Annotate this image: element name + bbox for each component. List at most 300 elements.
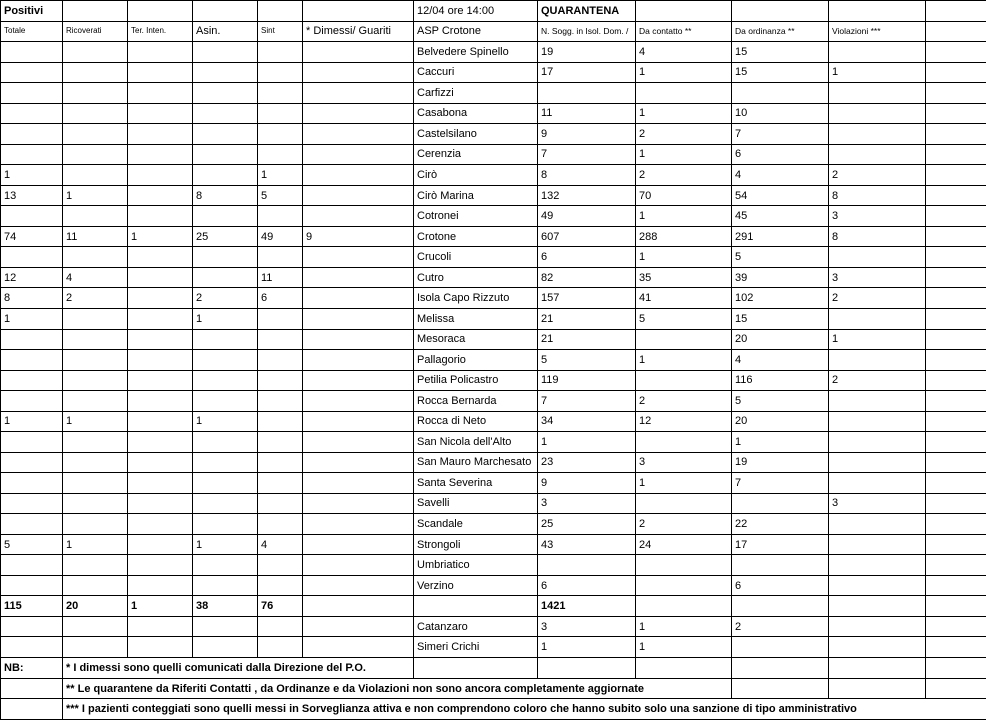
cell-positivi-5 [303, 493, 414, 514]
cell-positivi-3 [193, 144, 258, 165]
cell-quarantena-2: 6 [732, 575, 829, 596]
cell-positivi-1 [63, 144, 128, 165]
cell-positivi-4 [258, 411, 303, 432]
cell-positivi-2 [128, 144, 193, 165]
cell-quarantena-1: 288 [636, 226, 732, 247]
cell-positivi-3 [193, 493, 258, 514]
table-row [1, 473, 986, 494]
cell-positivi-4: 5 [258, 185, 303, 206]
empty-cell [926, 350, 986, 371]
cell-quarantena-1: 1 [636, 473, 732, 494]
table-row [1, 83, 986, 104]
empty-cell [1, 699, 63, 720]
cell-positivi-5 [303, 534, 414, 555]
cell-municipality: Cutro [414, 267, 538, 288]
cell-quarantena-3 [829, 452, 926, 473]
cell-positivi-3 [193, 42, 258, 63]
cell-positivi-3 [193, 555, 258, 576]
cell-positivi-3 [193, 350, 258, 371]
cell-positivi-5: 9 [303, 226, 414, 247]
empty-cell [193, 1, 258, 22]
cell-positivi-0: 8 [1, 288, 63, 309]
cell-quarantena-1 [636, 596, 732, 617]
empty-cell [926, 21, 986, 42]
cell-positivi-5 [303, 514, 414, 535]
cell-quarantena-3: 8 [829, 226, 926, 247]
empty-cell [926, 247, 986, 268]
cell-quarantena-0: 119 [538, 370, 636, 391]
empty-cell [732, 678, 829, 699]
cell-positivi-1: 1 [63, 185, 128, 206]
empty-cell [258, 1, 303, 22]
cell-municipality: Pallagorio [414, 350, 538, 371]
cell-quarantena-0: 3 [538, 616, 636, 637]
cell-municipality: Isola Capo Rizzuto [414, 288, 538, 309]
cell-positivi-5 [303, 473, 414, 494]
cell-quarantena-0: 8 [538, 165, 636, 186]
empty-cell [926, 206, 986, 227]
cell-positivi-1 [63, 206, 128, 227]
cell-quarantena-1: 24 [636, 534, 732, 555]
empty-cell [926, 493, 986, 514]
cell-positivi-4 [258, 370, 303, 391]
cell-positivi-3 [193, 452, 258, 473]
cell-positivi-1: 4 [63, 267, 128, 288]
cell-positivi-4: 4 [258, 534, 303, 555]
cell-municipality: Catanzaro [414, 616, 538, 637]
cell-quarantena-1: 4 [636, 42, 732, 63]
quarantena-title: QUARANTENA [538, 1, 636, 22]
cell-positivi-5 [303, 83, 414, 104]
empty-cell [926, 1, 986, 22]
cell-positivi-2 [128, 391, 193, 412]
table-row [1, 165, 986, 186]
cell-quarantena-0: 3 [538, 493, 636, 514]
empty-cell [926, 432, 986, 453]
cell-municipality: Cotronei [414, 206, 538, 227]
cell-positivi-1 [63, 452, 128, 473]
cell-quarantena-1: 1 [636, 350, 732, 371]
empty-cell [926, 83, 986, 104]
cell-quarantena-3 [829, 247, 926, 268]
cell-positivi-4 [258, 206, 303, 227]
empty-cell [926, 534, 986, 555]
cell-quarantena-0: 1 [538, 432, 636, 453]
cell-quarantena-2: 20 [732, 411, 829, 432]
cell-positivi-1 [63, 83, 128, 104]
cell-positivi-2 [128, 206, 193, 227]
cell-positivi-5 [303, 103, 414, 124]
table-row [1, 329, 986, 350]
table-row [1, 432, 986, 453]
cell-quarantena-0: 23 [538, 452, 636, 473]
cell-quarantena-3 [829, 391, 926, 412]
cell-quarantena-3: 2 [829, 288, 926, 309]
cell-positivi-0 [1, 514, 63, 535]
cell-positivi-4 [258, 42, 303, 63]
cell-positivi-5 [303, 350, 414, 371]
cell-positivi-0: 5 [1, 534, 63, 555]
col-header-sint: Sint [258, 21, 303, 42]
cell-positivi-3 [193, 637, 258, 658]
col-header-da-contatto: Da contatto ** [636, 21, 732, 42]
cell-quarantena-2: 20 [732, 329, 829, 350]
cell-positivi-3: 8 [193, 185, 258, 206]
cell-positivi-3 [193, 575, 258, 596]
table-row [1, 267, 986, 288]
table-header [1, 1, 986, 42]
cell-quarantena-1 [636, 329, 732, 350]
cell-municipality: Strongoli [414, 534, 538, 555]
cell-quarantena-2: 4 [732, 165, 829, 186]
empty-cell [926, 575, 986, 596]
cell-quarantena-1 [636, 575, 732, 596]
cell-positivi-4 [258, 350, 303, 371]
cell-quarantena-0: 1421 [538, 596, 636, 617]
cell-positivi-4 [258, 144, 303, 165]
cell-positivi-0: 1 [1, 308, 63, 329]
cell-positivi-3 [193, 247, 258, 268]
nb-label: NB: [1, 658, 63, 679]
table-row [1, 370, 986, 391]
cell-municipality: Verzino [414, 575, 538, 596]
cell-quarantena-3: 2 [829, 370, 926, 391]
cell-positivi-3 [193, 206, 258, 227]
cell-positivi-5 [303, 575, 414, 596]
cell-municipality: Crotone [414, 226, 538, 247]
cell-positivi-0 [1, 144, 63, 165]
cell-municipality: Umbriatico [414, 555, 538, 576]
cell-quarantena-2: 10 [732, 103, 829, 124]
cell-quarantena-3: 3 [829, 493, 926, 514]
cell-positivi-2 [128, 370, 193, 391]
table-row [1, 62, 986, 83]
cell-quarantena-3 [829, 103, 926, 124]
cell-positivi-4 [258, 514, 303, 535]
empty-cell [636, 658, 732, 679]
table-row [1, 206, 986, 227]
empty-cell [926, 596, 986, 617]
empty-cell [926, 124, 986, 145]
cell-quarantena-3 [829, 42, 926, 63]
cell-positivi-0: 12 [1, 267, 63, 288]
cell-positivi-1 [63, 637, 128, 658]
empty-cell [926, 678, 986, 699]
cell-quarantena-0: 25 [538, 514, 636, 535]
cell-quarantena-2: 2 [732, 616, 829, 637]
note-row [1, 678, 986, 699]
cell-positivi-4: 1 [258, 165, 303, 186]
col-header-ricoverati: Ricoverati [63, 21, 128, 42]
cell-quarantena-2 [732, 493, 829, 514]
note-quarantene: ** Le quarantene da Riferiti Contatti , da Ordinanze e da Violazioni non sono ancora completamente aggiornate [63, 678, 732, 699]
cell-quarantena-3 [829, 637, 926, 658]
cell-positivi-3: 1 [193, 411, 258, 432]
cell-positivi-3 [193, 391, 258, 412]
cell-quarantena-0: 607 [538, 226, 636, 247]
cell-quarantena-1: 1 [636, 62, 732, 83]
cell-quarantena-0: 21 [538, 308, 636, 329]
cell-positivi-5 [303, 616, 414, 637]
cell-municipality: San Mauro Marchesato [414, 452, 538, 473]
cell-positivi-1 [63, 575, 128, 596]
cell-quarantena-1: 3 [636, 452, 732, 473]
cell-positivi-5 [303, 596, 414, 617]
table-row [1, 534, 986, 555]
cell-quarantena-2: 116 [732, 370, 829, 391]
cell-positivi-5 [303, 452, 414, 473]
table-row [1, 514, 986, 535]
cell-quarantena-1: 35 [636, 267, 732, 288]
cell-quarantena-1: 1 [636, 144, 732, 165]
cell-positivi-5 [303, 42, 414, 63]
cell-municipality [414, 596, 538, 617]
cell-quarantena-0 [538, 83, 636, 104]
empty-cell [926, 62, 986, 83]
cell-quarantena-3 [829, 596, 926, 617]
cell-positivi-3 [193, 616, 258, 637]
cell-municipality: Simeri Crichi [414, 637, 538, 658]
empty-cell [926, 514, 986, 535]
cell-quarantena-0: 43 [538, 534, 636, 555]
cell-quarantena-1 [636, 370, 732, 391]
cell-positivi-3 [193, 62, 258, 83]
cell-positivi-0: 1 [1, 411, 63, 432]
cell-quarantena-1: 1 [636, 637, 732, 658]
cell-positivi-2: 1 [128, 226, 193, 247]
empty-cell [926, 144, 986, 165]
cell-positivi-1 [63, 124, 128, 145]
cell-positivi-4 [258, 124, 303, 145]
cell-quarantena-3 [829, 308, 926, 329]
cell-positivi-0 [1, 124, 63, 145]
cell-positivi-2 [128, 247, 193, 268]
cell-quarantena-3 [829, 514, 926, 535]
cell-positivi-5 [303, 329, 414, 350]
cell-quarantena-3: 3 [829, 206, 926, 227]
cell-quarantena-3 [829, 575, 926, 596]
cell-positivi-1: 2 [63, 288, 128, 309]
cell-municipality: Crucoli [414, 247, 538, 268]
cell-quarantena-1 [636, 432, 732, 453]
cell-municipality: Caccuri [414, 62, 538, 83]
cell-positivi-2 [128, 329, 193, 350]
empty-cell [63, 1, 128, 22]
cell-positivi-5 [303, 267, 414, 288]
municipality-rows [1, 42, 986, 658]
cell-municipality: Petilia Policastro [414, 370, 538, 391]
cell-positivi-4 [258, 452, 303, 473]
cell-quarantena-3: 2 [829, 165, 926, 186]
cell-positivi-0 [1, 473, 63, 494]
cell-municipality: Cirò Marina [414, 185, 538, 206]
cell-positivi-1 [63, 42, 128, 63]
empty-cell [829, 678, 926, 699]
cell-positivi-4 [258, 62, 303, 83]
cell-positivi-0 [1, 575, 63, 596]
cell-positivi-0 [1, 350, 63, 371]
cell-municipality: Cerenzia [414, 144, 538, 165]
cell-positivi-1 [63, 103, 128, 124]
empty-cell [926, 658, 986, 679]
cell-positivi-4 [258, 103, 303, 124]
cell-positivi-2 [128, 83, 193, 104]
cell-quarantena-2 [732, 83, 829, 104]
cell-positivi-0 [1, 555, 63, 576]
cell-positivi-2 [128, 616, 193, 637]
cell-quarantena-2: 1 [732, 432, 829, 453]
table-row [1, 637, 986, 658]
cell-quarantena-1: 70 [636, 185, 732, 206]
cell-quarantena-0: 7 [538, 391, 636, 412]
cell-quarantena-2: 5 [732, 391, 829, 412]
empty-cell [926, 288, 986, 309]
cell-positivi-2 [128, 493, 193, 514]
cell-positivi-4 [258, 555, 303, 576]
cell-positivi-1 [63, 370, 128, 391]
empty-cell [636, 1, 732, 22]
cell-quarantena-2: 54 [732, 185, 829, 206]
cell-municipality: Belvedere Spinello [414, 42, 538, 63]
cell-positivi-4 [258, 575, 303, 596]
cell-quarantena-3: 1 [829, 329, 926, 350]
cell-quarantena-2: 15 [732, 42, 829, 63]
cell-quarantena-3: 1 [829, 62, 926, 83]
cell-quarantena-1: 2 [636, 391, 732, 412]
cell-quarantena-2: 102 [732, 288, 829, 309]
cell-quarantena-2: 6 [732, 144, 829, 165]
empty-cell [414, 658, 538, 679]
empty-cell [1, 678, 63, 699]
cell-positivi-0 [1, 206, 63, 227]
empty-cell [926, 308, 986, 329]
cell-quarantena-2: 17 [732, 534, 829, 555]
cell-quarantena-2: 5 [732, 247, 829, 268]
cell-positivi-2 [128, 124, 193, 145]
table-row [1, 493, 986, 514]
cell-municipality: Santa Severina [414, 473, 538, 494]
cell-positivi-0 [1, 42, 63, 63]
cell-quarantena-3 [829, 534, 926, 555]
cell-positivi-5 [303, 165, 414, 186]
cell-positivi-1 [63, 62, 128, 83]
note-dimessi: * I dimessi sono quelli comunicati dalla Direzione del P.O. [63, 658, 414, 679]
cell-positivi-5 [303, 288, 414, 309]
cell-positivi-3 [193, 370, 258, 391]
cell-quarantena-2: 7 [732, 124, 829, 145]
cell-positivi-3 [193, 514, 258, 535]
cell-positivi-0 [1, 83, 63, 104]
table-row [1, 103, 986, 124]
cell-positivi-0: 74 [1, 226, 63, 247]
cell-positivi-0: 13 [1, 185, 63, 206]
cell-quarantena-1: 2 [636, 165, 732, 186]
date-header: 12/04 ore 14:00 [414, 1, 538, 22]
empty-cell [829, 1, 926, 22]
cell-positivi-3 [193, 83, 258, 104]
cell-municipality: Melissa [414, 308, 538, 329]
cell-positivi-5 [303, 391, 414, 412]
table-row [1, 411, 986, 432]
cell-quarantena-2: 4 [732, 350, 829, 371]
cell-quarantena-3 [829, 350, 926, 371]
empty-cell [926, 226, 986, 247]
cell-positivi-3 [193, 432, 258, 453]
col-header-isol-dom: N. Sogg. in Isol. Dom. / [538, 21, 636, 42]
cell-positivi-2 [128, 432, 193, 453]
cell-positivi-0 [1, 391, 63, 412]
cell-positivi-0 [1, 370, 63, 391]
note-violazioni: *** I pazienti conteggiati sono quelli messi in Sorveglianza attiva e non comprendono coloro che hanno subito solo una sanzione di tipo amministrativo [63, 699, 986, 720]
cell-positivi-2 [128, 534, 193, 555]
empty-cell [732, 658, 829, 679]
cell-positivi-3 [193, 124, 258, 145]
empty-cell [303, 1, 414, 22]
cell-positivi-0 [1, 637, 63, 658]
cell-positivi-0 [1, 103, 63, 124]
table-row [1, 226, 986, 247]
cell-positivi-4: 76 [258, 596, 303, 617]
cell-positivi-1: 1 [63, 411, 128, 432]
cell-positivi-4 [258, 432, 303, 453]
col-header-ter-inten: Ter. Inten. [128, 21, 193, 42]
col-header-dimessi: * Dimessi/ Guariti [303, 21, 414, 42]
title-row [1, 1, 986, 22]
empty-cell [538, 658, 636, 679]
cell-positivi-4 [258, 637, 303, 658]
cell-quarantena-2: 22 [732, 514, 829, 535]
empty-cell [128, 1, 193, 22]
col-header-area: ASP Crotone [414, 21, 538, 42]
cell-positivi-5 [303, 124, 414, 145]
empty-cell [926, 411, 986, 432]
cell-quarantena-3 [829, 616, 926, 637]
cell-quarantena-3: 8 [829, 185, 926, 206]
cell-positivi-4 [258, 473, 303, 494]
note-row [1, 699, 986, 720]
cell-quarantena-0 [538, 555, 636, 576]
cell-quarantena-1: 2 [636, 514, 732, 535]
cell-positivi-1 [63, 391, 128, 412]
cell-positivi-3: 2 [193, 288, 258, 309]
cell-positivi-1 [63, 350, 128, 371]
cell-positivi-4 [258, 329, 303, 350]
table-row [1, 124, 986, 145]
cell-positivi-5 [303, 206, 414, 227]
notes-section [1, 658, 986, 720]
note-row [1, 658, 986, 679]
cell-quarantena-0: 6 [538, 247, 636, 268]
empty-cell [732, 1, 829, 22]
cell-positivi-1 [63, 308, 128, 329]
cell-positivi-2 [128, 411, 193, 432]
cell-positivi-3 [193, 103, 258, 124]
cell-quarantena-0: 21 [538, 329, 636, 350]
cell-positivi-5 [303, 247, 414, 268]
cell-quarantena-1: 5 [636, 308, 732, 329]
cell-positivi-1 [63, 473, 128, 494]
cell-municipality: Scandale [414, 514, 538, 535]
columns-row [1, 21, 986, 42]
cell-municipality: Casabona [414, 103, 538, 124]
cell-quarantena-0: 1 [538, 637, 636, 658]
cell-quarantena-3 [829, 144, 926, 165]
cell-positivi-1: 1 [63, 534, 128, 555]
cell-positivi-0: 1 [1, 165, 63, 186]
cell-quarantena-3 [829, 83, 926, 104]
cell-positivi-2 [128, 575, 193, 596]
cell-positivi-4: 6 [258, 288, 303, 309]
